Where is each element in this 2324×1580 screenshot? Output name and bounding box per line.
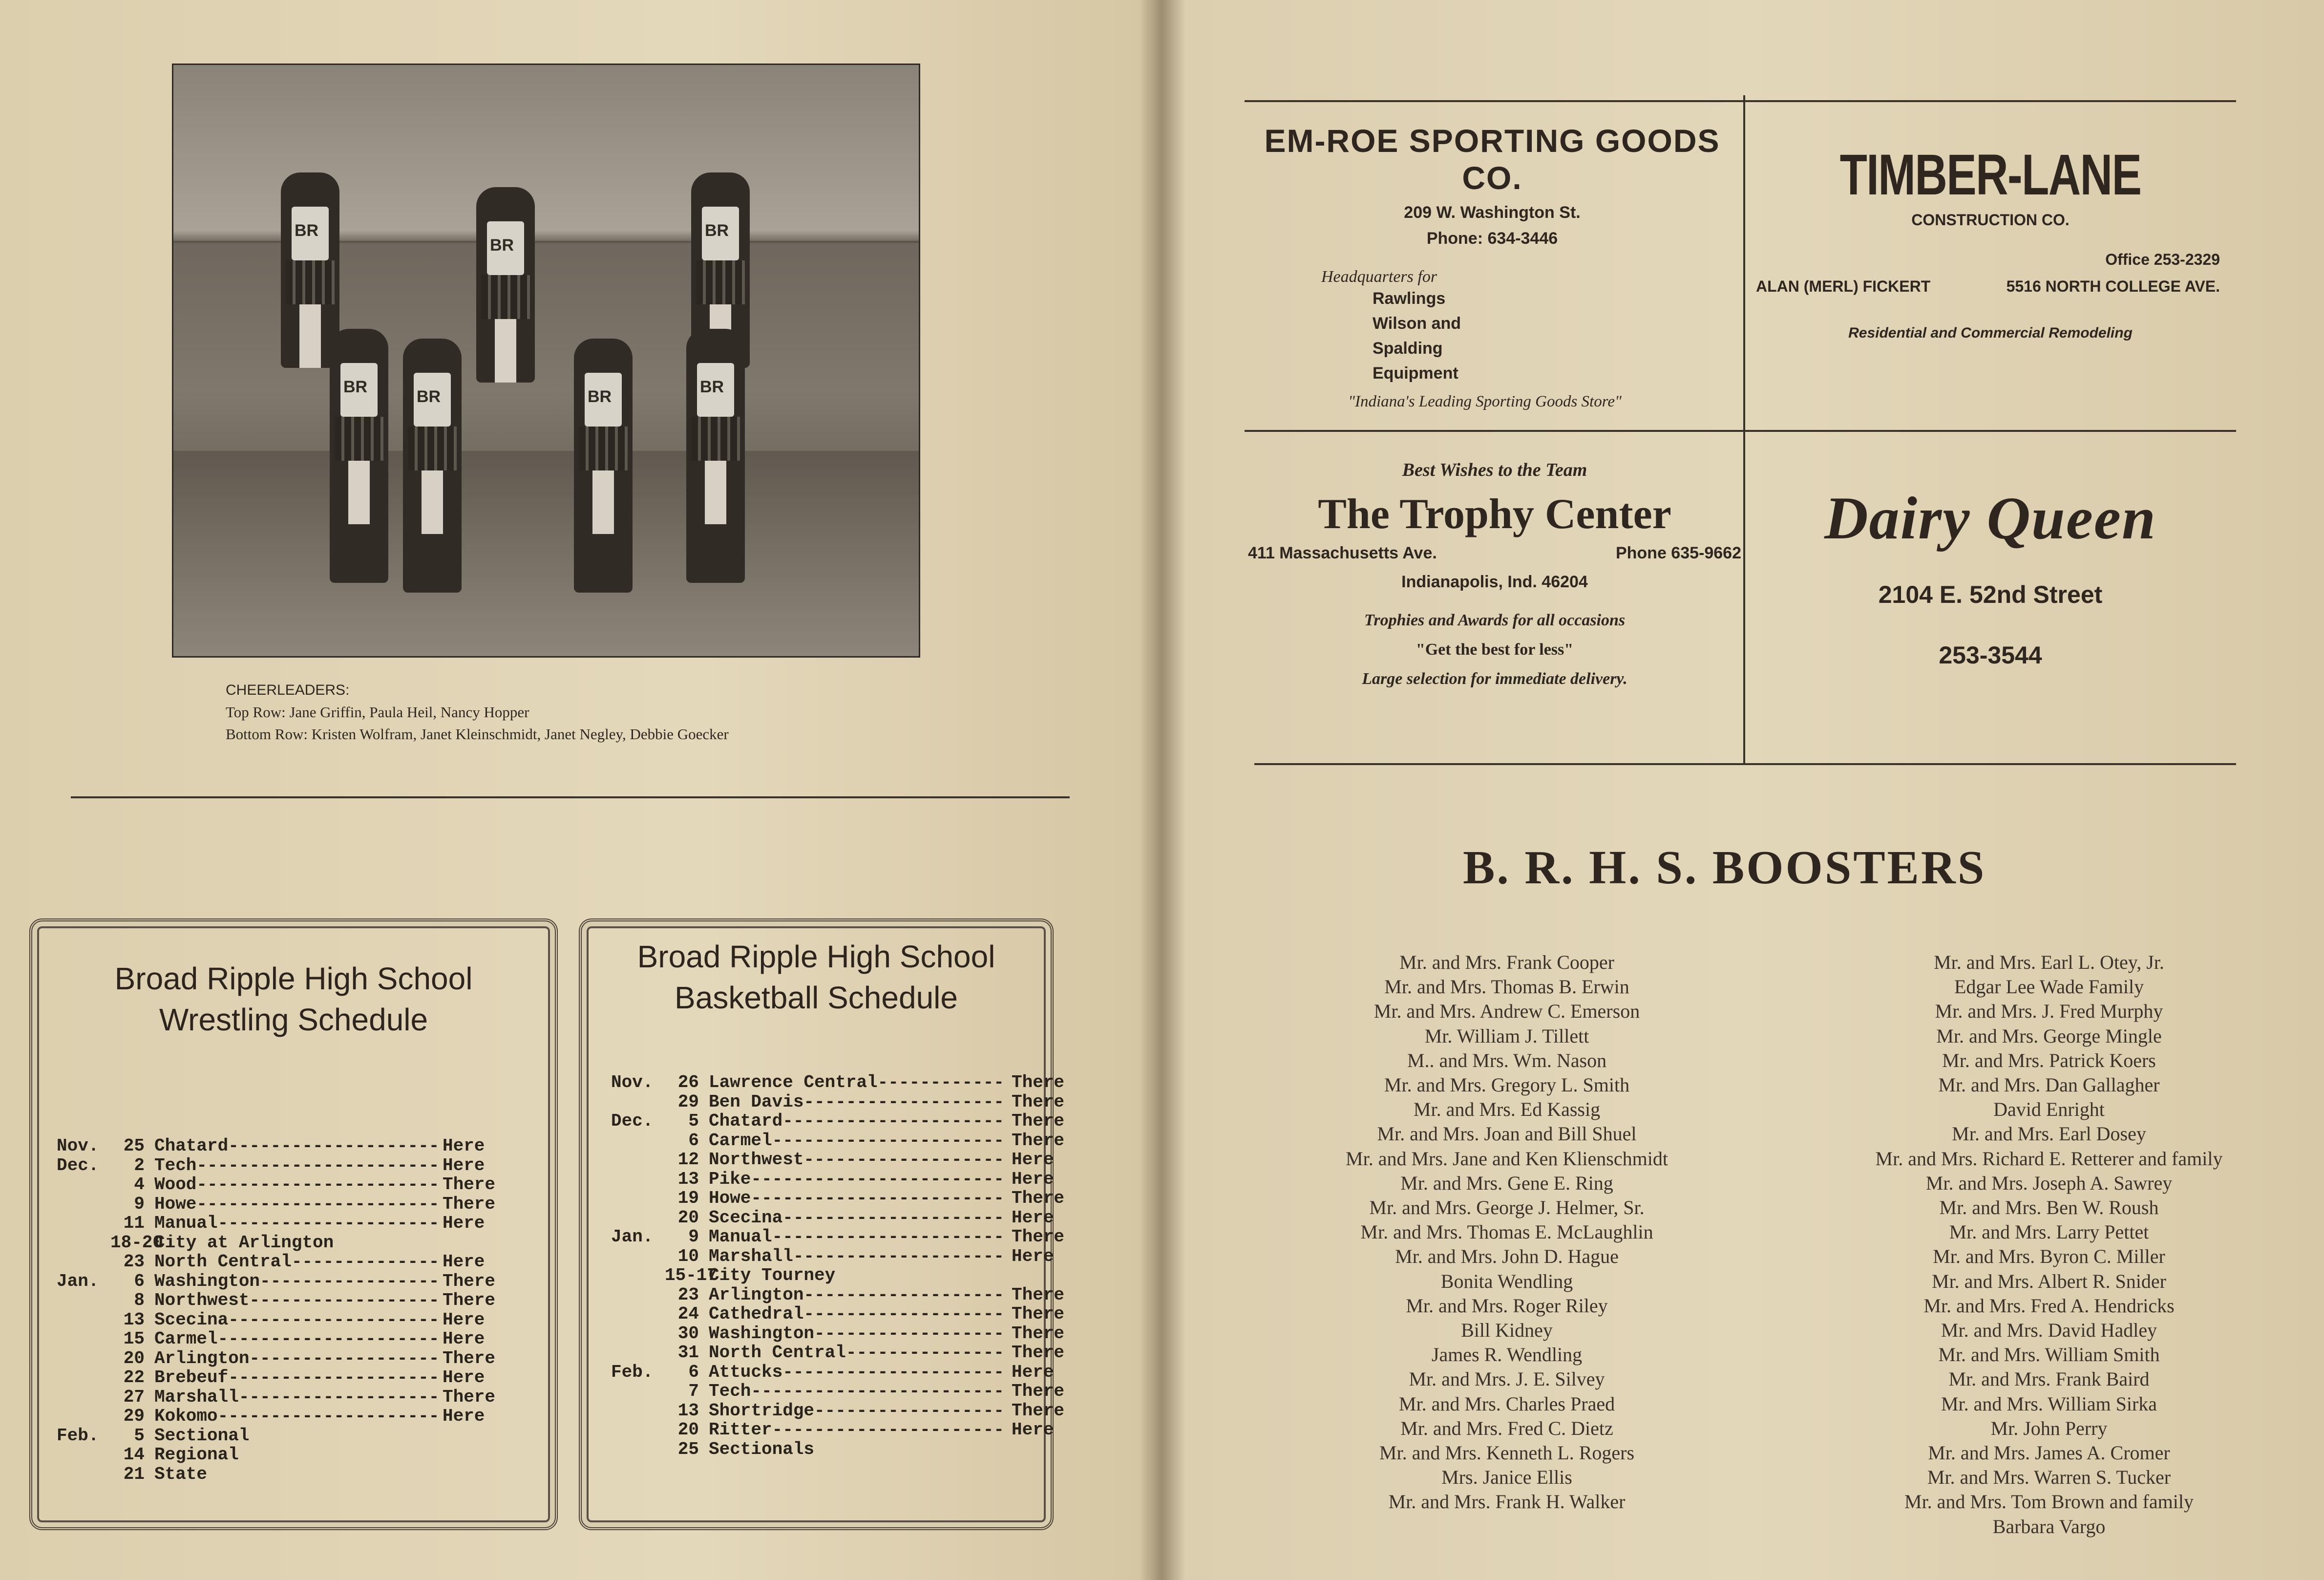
booster-name: Mr. William J. Tillett	[1424, 1025, 1589, 1047]
schedule-month	[57, 1252, 110, 1272]
schedule-month	[611, 1092, 665, 1112]
schedule-row	[611, 1420, 1064, 1440]
schedule-month	[611, 1170, 665, 1189]
booster-name: Mr. and Mrs. Patrick Koers	[1942, 1049, 2156, 1071]
booster-name: Mr. and Mrs. J. Fred Murphy	[1935, 1000, 2163, 1023]
trophy-address: 411 Massachusetts Ave.	[1248, 544, 1437, 562]
schedule-location: Here	[443, 1309, 485, 1330]
schedule-row	[57, 1175, 495, 1195]
booster-name: Mr. and Mrs. Andrew C. Emerson	[1373, 1000, 1640, 1023]
booster-name: James R. Wendling	[1431, 1344, 1583, 1366]
schedule-month	[611, 1304, 665, 1324]
schedule-location: There	[1012, 1343, 1065, 1363]
schedule-day: 6	[688, 1362, 699, 1382]
schedule-month	[57, 1388, 110, 1407]
schedule-row	[57, 1388, 495, 1407]
schedule-month	[57, 1195, 110, 1214]
schedule-opponent: Brebeuf--------------------	[154, 1367, 440, 1388]
booster-name: Mr. and Mrs. Kenneth L. Rogers	[1379, 1442, 1635, 1464]
schedule-opponent: State	[154, 1464, 208, 1484]
schedule-location: Here	[443, 1329, 485, 1349]
booster-name: Mr. and Mrs. George Mingle	[1936, 1025, 2162, 1047]
schedule-month: Nov.	[611, 1072, 654, 1092]
boosters-right-column	[1785, 950, 2313, 1539]
schedule-day: 5	[134, 1425, 145, 1446]
booster-name: Mr. and Mrs. J. E. Silvey	[1409, 1368, 1605, 1390]
schedule-day: 25	[123, 1136, 145, 1156]
schedule-opponent: Howe------------------------	[709, 1188, 1004, 1208]
schedule-location: There	[1012, 1111, 1065, 1131]
schedule-day: 7	[688, 1381, 699, 1401]
emroe-hq: Headquarters for	[1321, 268, 1437, 286]
schedule-opponent: Sectional	[154, 1425, 250, 1446]
schedule-day: 13	[677, 1400, 699, 1421]
ads-middle-rule	[1245, 430, 2236, 432]
booster-name: Mr. and Mrs. William Sirka	[1941, 1392, 2157, 1415]
emroe-ad	[1248, 122, 1736, 411]
schedule-day: 10	[677, 1246, 699, 1266]
booster-name: David Enright	[1993, 1098, 2105, 1121]
schedule-opponent: North Central---------------	[709, 1343, 1004, 1363]
schedule-row	[611, 1131, 1064, 1151]
trophy-line2: "Get the best for less"	[1416, 641, 1574, 659]
schedule-opponent: City Tourney	[709, 1265, 836, 1285]
schedule-row	[57, 1272, 495, 1291]
schedule-opponent: Chatard---------------------	[709, 1111, 1004, 1131]
caption-title: CHEERLEADERS:	[226, 682, 350, 698]
schedule-location: Here	[1012, 1246, 1054, 1266]
schedule-day: 30	[677, 1323, 699, 1344]
schedule-month	[611, 1266, 665, 1285]
schedule-opponent: Marshall--------------------	[709, 1246, 1004, 1266]
schedule-day: 15	[123, 1329, 145, 1349]
dairy-queen-phone: 253-3544	[1939, 641, 2042, 669]
caption-bottom-row: Bottom Row: Kristen Wolfram, Janet Kleinschmidt, Janet Negley, Debbie Goecker	[226, 726, 729, 743]
booster-name: Mr. John Perry	[1990, 1417, 2108, 1439]
booster-name: Mr. and Mrs. Roger Riley	[1406, 1294, 1608, 1317]
schedule-row	[611, 1266, 1064, 1285]
schedule-row	[57, 1445, 495, 1465]
schedule-location: Here	[1012, 1362, 1054, 1382]
schedule-day: 25	[677, 1439, 699, 1459]
schedule-opponent: Lawrence Central------------	[709, 1072, 1004, 1092]
section-divider	[71, 796, 1070, 798]
booster-name: Mr. and Mrs. Joseph A. Sawrey	[1925, 1172, 2173, 1194]
schedule-location: There	[443, 1387, 496, 1407]
timber-lane-tagline: Residential and Commercial Remodeling	[1848, 325, 2133, 341]
cheerleader-figure: BR	[686, 329, 745, 583]
schedule-row	[611, 1343, 1064, 1363]
emroe-address: 209 W. Washington St.	[1404, 203, 1581, 222]
schedule-location: Here	[1012, 1150, 1054, 1170]
schedule-row	[57, 1214, 495, 1233]
emroe-phone: Phone: 634-3446	[1426, 229, 1558, 248]
schedule-month	[57, 1310, 110, 1330]
booster-name: Mr. and Mrs. Earl Dosey	[1952, 1123, 2146, 1145]
boosters-left-column	[1233, 950, 1780, 1515]
schedule-day: 20	[123, 1348, 145, 1368]
booster-name: Mr. and Mrs. David Hadley	[1941, 1319, 2157, 1342]
ads-bottom-rule	[1254, 763, 2236, 765]
schedule-opponent: Manual---------------------	[154, 1213, 440, 1233]
schedule-row	[611, 1401, 1064, 1421]
schedule-opponent: Carmel----------------------	[709, 1130, 1004, 1151]
booster-name: Edgar Lee Wade Family	[1954, 976, 2144, 998]
timber-lane-address: 5516 NORTH COLLEGE AVE.	[2006, 278, 2220, 295]
booster-name: Mr. and Mrs. Ben W. Roush	[1939, 1196, 2159, 1219]
cheerleader-figure: BR	[403, 339, 462, 593]
booster-name: M.. and Mrs. Wm. Nason	[1407, 1049, 1607, 1071]
booster-name: Mr. and Mrs. Dan Gallagher	[1938, 1074, 2160, 1096]
schedule-month	[57, 1465, 110, 1484]
booster-name: Mr. and Mrs. Richard E. Retterer and family	[1875, 1147, 2223, 1170]
caption-top-row: Top Row: Jane Griffin, Paula Heil, Nancy Hopper	[226, 704, 529, 721]
schedule-location: There	[1012, 1091, 1065, 1112]
schedule-row	[57, 1136, 495, 1156]
cheerleader-figure: BR	[574, 339, 633, 593]
trophy-line3: Large selection for immediate delivery.	[1362, 670, 1627, 688]
schedule-row	[57, 1310, 495, 1330]
schedule-day: 19	[677, 1188, 699, 1208]
basketball-schedule-box	[579, 918, 1065, 1530]
schedule-day: 29	[677, 1091, 699, 1112]
schedule-day: 2	[134, 1155, 145, 1175]
booster-name: Mr. and Mrs. John D. Hague	[1395, 1245, 1619, 1268]
dairy-queen-ad	[1746, 484, 2235, 669]
booster-name: Bonita Wendling	[1440, 1270, 1573, 1292]
schedule-day: 26	[677, 1072, 699, 1092]
booster-name: Mr. and Mrs. Thomas B. Erwin	[1384, 976, 1629, 998]
schedule-opponent: Washington-----------------	[154, 1271, 440, 1291]
schedule-month	[57, 1291, 110, 1310]
trophy-line1: Trophies and Awards for all occasions	[1364, 611, 1626, 629]
schedule-row	[611, 1324, 1064, 1344]
left-page	[0, 0, 1158, 1580]
schedule-month	[611, 1131, 665, 1151]
booster-name: Mr. and Mrs. Byron C. Miller	[1933, 1245, 2165, 1268]
schedule-month: Jan.	[57, 1271, 99, 1291]
schedule-row	[57, 1368, 495, 1388]
emroe-items	[1373, 286, 1736, 386]
schedule-opponent: Manual----------------------	[709, 1227, 1004, 1247]
schedule-month: Dec.	[57, 1155, 99, 1175]
schedule-row	[57, 1465, 495, 1484]
schedule-opponent: Regional	[154, 1445, 239, 1465]
booster-name: Mr. and Mrs. Albert R. Snider	[1932, 1270, 2166, 1292]
schedule-row	[57, 1195, 495, 1214]
schedule-location: Here	[443, 1136, 485, 1156]
booster-name: Bill Kidney	[1461, 1319, 1553, 1342]
schedule-month: Feb.	[57, 1425, 99, 1446]
schedule-day: 31	[677, 1343, 699, 1363]
schedule-day: 18-20	[110, 1232, 164, 1253]
emroe-item: Wilson and	[1373, 314, 1461, 333]
booster-name: Mr. and Mrs. James A. Cromer	[1928, 1442, 2170, 1464]
schedule-row	[611, 1247, 1064, 1266]
schedule-month	[57, 1445, 110, 1465]
cheerleader-figure: BR	[281, 172, 339, 368]
schedule-day: 20	[677, 1420, 699, 1440]
schedule-month	[57, 1349, 110, 1368]
schedule-month	[611, 1401, 665, 1421]
schedule-month	[57, 1407, 110, 1426]
cheerleaders-photo	[172, 64, 920, 658]
schedule-day: 12	[677, 1150, 699, 1170]
schedule-day: 6	[688, 1130, 699, 1151]
schedule-row	[611, 1170, 1064, 1189]
schedule-row	[611, 1092, 1064, 1112]
photo-caption	[226, 679, 729, 745]
trophy-wish: Best Wishes to the Team	[1402, 460, 1587, 480]
schedule-day: 6	[134, 1271, 145, 1291]
schedule-row	[611, 1363, 1064, 1382]
schedule-location: There	[1012, 1072, 1065, 1092]
schedule-month	[611, 1343, 665, 1363]
schedule-opponent: Northwest-------------------	[709, 1150, 1004, 1170]
schedule-location: There	[443, 1194, 496, 1214]
schedule-location: Here	[1012, 1420, 1054, 1440]
schedule-month: Feb.	[611, 1362, 654, 1382]
schedule-day: 13	[677, 1169, 699, 1189]
schedule-day: 9	[134, 1194, 145, 1214]
booster-name: Mr. and Mrs. Larry Pettet	[1949, 1221, 2149, 1243]
schedule-day: 22	[123, 1367, 145, 1388]
schedule-day: 15-17	[665, 1265, 718, 1285]
schedule-location: There	[1012, 1381, 1065, 1401]
schedule-day: 21	[123, 1464, 145, 1484]
schedule-opponent: Washington------------------	[709, 1323, 1004, 1344]
schedule-day: 23	[123, 1252, 145, 1272]
schedule-month	[611, 1247, 665, 1266]
schedule-day: 29	[123, 1406, 145, 1426]
cheerleader-figure: BR	[476, 187, 535, 383]
booster-name: Mr. and Mrs. Thomas E. McLaughlin	[1360, 1221, 1653, 1243]
booster-name: Mr. and Mrs. Warren S. Tucker	[1927, 1466, 2171, 1489]
schedule-month	[57, 1233, 110, 1253]
schedule-opponent: Arlington------------------	[154, 1348, 440, 1368]
schedule-location: There	[443, 1174, 496, 1195]
schedule-opponent: Kokomo---------------------	[154, 1406, 440, 1426]
emroe-item: Rawlings	[1373, 289, 1446, 308]
schedule-day: 27	[123, 1387, 145, 1407]
schedule-month	[611, 1285, 665, 1305]
timber-lane-sub: CONSTRUCTION CO.	[1911, 211, 2070, 229]
booster-name: Mr. and Mrs. Frank Cooper	[1399, 951, 1614, 973]
schedule-opponent: Scecina---------------------	[709, 1207, 1004, 1228]
schedule-opponent: Arlington-------------------	[709, 1284, 1004, 1305]
schedule-month: Dec.	[611, 1111, 654, 1131]
ads-vertical-rule	[1743, 95, 1745, 765]
schedule-row	[611, 1189, 1064, 1208]
schedule-opponent: Howe-----------------------	[154, 1194, 440, 1214]
emroe-item: Equipment	[1373, 364, 1458, 383]
schedule-row	[57, 1407, 495, 1426]
schedule-month	[611, 1324, 665, 1344]
schedule-month: Jan.	[611, 1227, 654, 1247]
cheerleader-figure: BR	[691, 172, 750, 368]
schedule-month	[57, 1368, 110, 1388]
schedule-row	[611, 1111, 1064, 1131]
schedule-row	[57, 1329, 495, 1349]
schedule-month	[57, 1329, 110, 1349]
booster-name: Mr. and Mrs. Gene E. Ring	[1400, 1172, 1613, 1194]
booster-name: Mr. and Mrs. Tom Brown and family	[1904, 1491, 2194, 1513]
dairy-queen-name: Dairy Queen	[1824, 485, 2156, 552]
schedule-day: 24	[677, 1304, 699, 1324]
schedule-opponent: Sectionals	[709, 1439, 815, 1459]
schedule-location: Here	[443, 1406, 485, 1426]
booster-name: Mr. and Mrs. Earl L. Otey, Jr.	[1934, 951, 2164, 973]
photo-floor	[173, 451, 919, 656]
schedule-row	[57, 1426, 495, 1446]
wrestling-table	[57, 1136, 495, 1484]
schedule-location: Here	[443, 1213, 485, 1233]
emroe-name: EM-ROE SPORTING GOODS CO.	[1264, 123, 1720, 196]
timber-lane-ad	[1746, 142, 2235, 342]
schedule-location: There	[1012, 1130, 1065, 1151]
schedule-day: 23	[677, 1284, 699, 1305]
ads-top-rule	[1245, 100, 2236, 102]
schedule-location: Here	[443, 1367, 485, 1388]
boosters-title: B. R. H. S. BOOSTERS	[1463, 841, 1986, 894]
schedule-row	[611, 1440, 1064, 1459]
schedule-month: Nov.	[57, 1136, 99, 1156]
booster-name: Mr. and Mrs. Jane and Ken Klienschmidt	[1346, 1147, 1668, 1170]
schedule-month	[611, 1440, 665, 1459]
booster-name: Mrs. Janice Ellis	[1441, 1466, 1572, 1489]
booster-name: Mr. and Mrs. Gregory L. Smith	[1384, 1074, 1630, 1096]
schedule-opponent: Carmel---------------------	[154, 1329, 440, 1349]
schedule-day: 14	[123, 1445, 145, 1465]
schedule-location: There	[1012, 1188, 1065, 1208]
schedule-month	[611, 1150, 665, 1170]
schedule-month	[611, 1420, 665, 1440]
schedule-opponent: Ben Davis-------------------	[709, 1091, 1004, 1112]
schedule-location: Here	[443, 1155, 485, 1175]
timber-lane-owner: ALAN (MERL) FICKERT	[1756, 278, 1931, 295]
schedule-day: 20	[677, 1207, 699, 1228]
trophy-name: The Trophy Center	[1318, 491, 1671, 538]
schedule-month	[57, 1175, 110, 1195]
schedule-row	[611, 1227, 1064, 1247]
booster-name: Mr. and Mrs. Charles Praed	[1398, 1392, 1615, 1415]
schedule-day: 4	[134, 1174, 145, 1195]
schedule-location: There	[1012, 1323, 1065, 1344]
emroe-item: Spalding	[1373, 339, 1443, 358]
schedule-row	[611, 1304, 1064, 1324]
schedule-row	[611, 1382, 1064, 1401]
schedule-opponent: Ritter----------------------	[709, 1420, 1004, 1440]
booster-name: Barbara Vargo	[1992, 1515, 2106, 1537]
schedule-row	[57, 1252, 495, 1272]
timber-lane-name: TIMBER-LANE	[1839, 143, 2141, 207]
wrestling-title: Broad Ripple High School Wrestling Schedule	[114, 961, 473, 1037]
schedule-location: Here	[443, 1252, 485, 1272]
schedule-day: 8	[134, 1290, 145, 1310]
schedule-location: There	[443, 1290, 496, 1310]
booster-name: Mr. and Mrs. Ed Kassig	[1413, 1098, 1601, 1121]
schedule-row	[611, 1073, 1064, 1092]
schedule-opponent: Wood-----------------------	[154, 1174, 440, 1195]
booster-name: Mr. and Mrs. Fred A. Hendricks	[1923, 1294, 2175, 1317]
trophy-city: Indianapolis, Ind. 46204	[1401, 573, 1588, 591]
schedule-opponent: Tech------------------------	[709, 1381, 1004, 1401]
schedule-opponent: North Central--------------	[154, 1252, 440, 1272]
trophy-center-ad	[1248, 459, 1741, 688]
schedule-location: There	[443, 1271, 496, 1291]
schedule-opponent: Northwest------------------	[154, 1290, 440, 1310]
schedule-day: 11	[123, 1213, 145, 1233]
basketball-table	[611, 1073, 1064, 1459]
right-page	[1170, 0, 2324, 1580]
schedule-opponent: Chatard--------------------	[154, 1136, 440, 1156]
schedule-row	[57, 1291, 495, 1310]
schedule-row	[57, 1349, 495, 1368]
schedule-opponent: City at Arlington	[154, 1232, 334, 1253]
schedule-location: There	[443, 1348, 496, 1368]
schedule-row	[57, 1233, 495, 1253]
schedule-month	[57, 1214, 110, 1233]
schedule-opponent: Marshall-------------------	[154, 1387, 440, 1407]
trophy-phone: Phone 635-9662	[1615, 544, 1741, 562]
wrestling-schedule-box	[29, 918, 558, 1530]
schedule-location: There	[1012, 1284, 1065, 1305]
schedule-opponent: Attucks---------------------	[709, 1362, 1004, 1382]
schedule-opponent: Scecina--------------------	[154, 1309, 440, 1330]
schedule-day: 9	[688, 1227, 699, 1247]
booster-name: Mr. and Mrs. Joan and Bill Shuel	[1377, 1123, 1637, 1145]
basketball-title: Broad Ripple High School Basketball Schedule	[637, 939, 995, 1015]
booster-name: Mr. and Mrs. William Smith	[1938, 1344, 2160, 1366]
schedule-row	[57, 1156, 495, 1175]
schedule-month	[611, 1382, 665, 1401]
schedule-opponent: Tech-----------------------	[154, 1155, 440, 1175]
schedule-row	[611, 1285, 1064, 1305]
schedule-day: 13	[123, 1309, 145, 1330]
booster-name: Mr. and Mrs. Frank Baird	[1948, 1368, 2150, 1390]
schedule-opponent: Shortridge------------------	[709, 1400, 1004, 1421]
schedule-location: There	[1012, 1400, 1065, 1421]
schedule-location: There	[1012, 1304, 1065, 1324]
dairy-queen-address: 2104 E. 52nd Street	[1878, 581, 2103, 608]
schedule-opponent: Pike------------------------	[709, 1169, 1004, 1189]
schedule-location: Here	[1012, 1207, 1054, 1228]
emroe-slogan: "Indiana's Leading Sporting Goods Store"	[1348, 393, 1622, 410]
cheerleader-figure: BR	[330, 329, 388, 583]
schedule-row	[611, 1208, 1064, 1228]
schedule-location: There	[1012, 1227, 1065, 1247]
schedule-opponent: Cathedral-------------------	[709, 1304, 1004, 1324]
schedule-location: Here	[1012, 1169, 1054, 1189]
schedule-day: 5	[688, 1111, 699, 1131]
booster-name: Mr. and Mrs. George J. Helmer, Sr.	[1369, 1196, 1645, 1219]
schedule-row	[611, 1150, 1064, 1170]
schedule-month	[611, 1208, 665, 1228]
booster-name: Mr. and Mrs. Fred C. Dietz	[1400, 1417, 1613, 1439]
booster-name: Mr. and Mrs. Frank H. Walker	[1388, 1491, 1626, 1513]
schedule-month	[611, 1189, 665, 1208]
timber-lane-office: Office 253-2329	[2105, 251, 2220, 268]
